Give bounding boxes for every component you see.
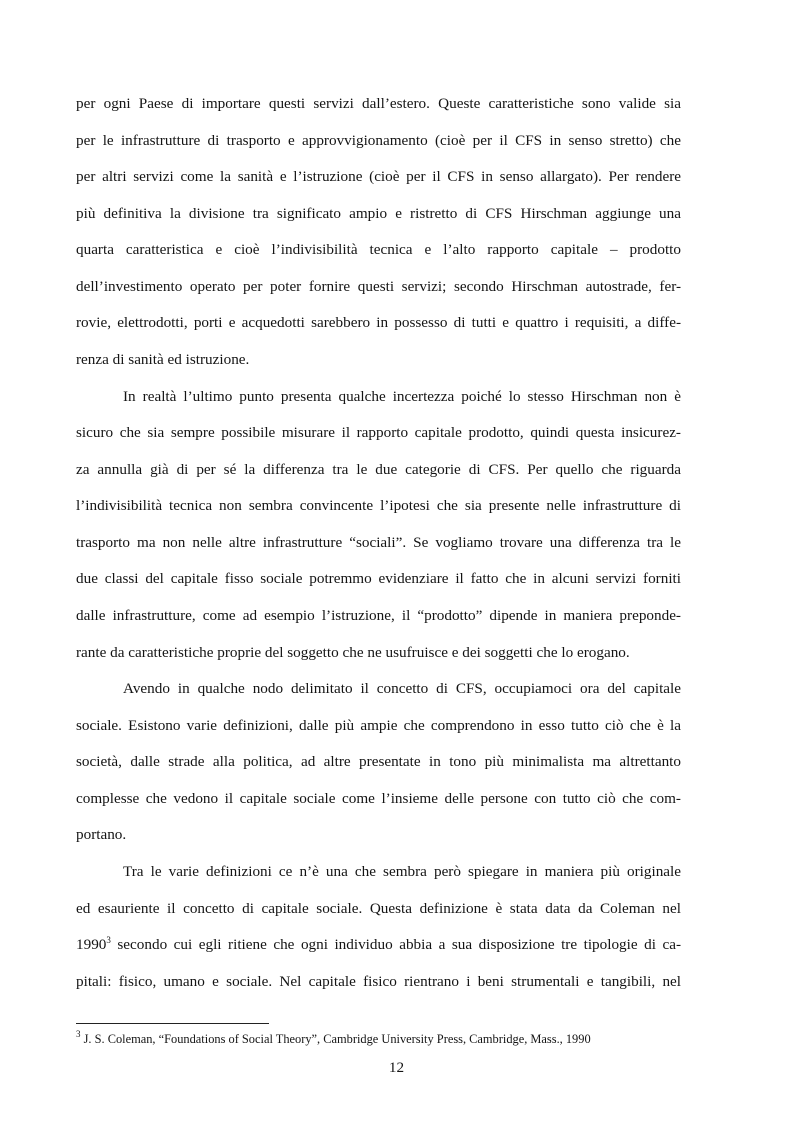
year-text: 1990 (76, 936, 107, 953)
footnote-text: J. S. Coleman, “Foundations of Social Theory”, Cambridge University Press, Cambridge, Mass., 1990 (80, 1032, 591, 1046)
text-line: complesse che vedono il capitale sociale come l’insieme delle persone con tutto ciò che com- (76, 790, 681, 807)
text-line: dalle infrastrutture, come ad esempio l’istruzione, il “prodotto” dipende in maniera preponde- (76, 607, 681, 624)
footnote-reference: 3 (106, 935, 111, 945)
footnote-separator (76, 1023, 269, 1024)
line-text: secondo cui egli ritiene che ogni individuo abbia a sua disposizione tre tipologie di ca- (110, 936, 681, 953)
text-line: due classi del capitale fisso sociale potremmo evidenziare il fatto che in alcuni servizi forniti (76, 570, 681, 587)
text-line: trasporto ma non nelle altre infrastrutture “sociali”. Se vogliamo trovare una differenza tra le (76, 534, 681, 551)
text-line: l’indivisibilità tecnica non sembra convincente l’ipotesi che sia presente nelle infrastrutture di (76, 497, 681, 514)
text-line: per ogni Paese di importare questi servizi dall’estero. Queste caratteristiche sono valide sia (76, 95, 681, 112)
text-line: più definitiva la divisione tra significato ampio e ristretto di CFS Hirschman aggiunge una (76, 205, 681, 222)
footnote-marker: 3 (76, 1029, 81, 1039)
text-line: rante da caratteristiche proprie del soggetto che ne usufruisce e dei soggetti che lo erogano. (76, 644, 630, 661)
page-number: 12 (388, 1059, 405, 1076)
text-line: Avendo in qualche nodo delimitato il concetto di CFS, occupiamoci ora del capitale (123, 680, 681, 697)
text-line: per altri servizi come la sanità e l’istruzione (cioè per il CFS in senso allargato). Per rendere (76, 168, 681, 185)
text-line: pitali: fisico, umano e sociale. Nel capitale fisico rientrano i beni strumentali e tangibili, nel (76, 973, 681, 990)
text-line: sociale. Esistono varie definizioni, dalle più ampie che comprendono in esso tutto ciò che è la (76, 717, 681, 734)
text-line: ed esauriente il concetto di capitale sociale. Questa definizione è stata data da Coleman nel (76, 900, 681, 917)
text-line: sicuro che sia sempre possibile misurare il rapporto capitale prodotto, quindi questa insicurez- (76, 424, 681, 441)
text-line: quarta caratteristica e cioè l’indivisibilità tecnica e l’alto rapporto capitale – prodotto (76, 241, 681, 258)
text-line: per le infrastrutture di trasporto e approvvigionamento (cioè per il CFS in senso stretto) che (76, 132, 681, 149)
text-line-with-footnote-ref (76, 935, 681, 955)
text-line: società, dalle strade alla politica, ad altre presentate in tono più minimalista ma altrettanto (76, 753, 681, 770)
text-line: Tra le varie definizioni ce n’è una che sembra però spiegare in maniera più originale (123, 863, 681, 880)
text-line: In realtà l’ultimo punto presenta qualche incertezza poiché lo stesso Hirschman non è (123, 388, 681, 405)
text-line: za annulla già di per sé la differenza tra le due categorie di CFS. Per quello che riguarda (76, 461, 681, 478)
text-line: portano. (76, 826, 127, 843)
footnote (76, 1031, 591, 1047)
text-line: dell’investimento operato per poter fornire questi servizi; secondo Hirschman autostrade, fer- (76, 278, 681, 295)
text-line: renza di sanità ed istruzione. (76, 351, 250, 368)
text-line: rovie, elettrodotti, porti e acquedotti sarebbero in possesso di tutti e quattro i requisiti, a diffe- (76, 314, 681, 331)
